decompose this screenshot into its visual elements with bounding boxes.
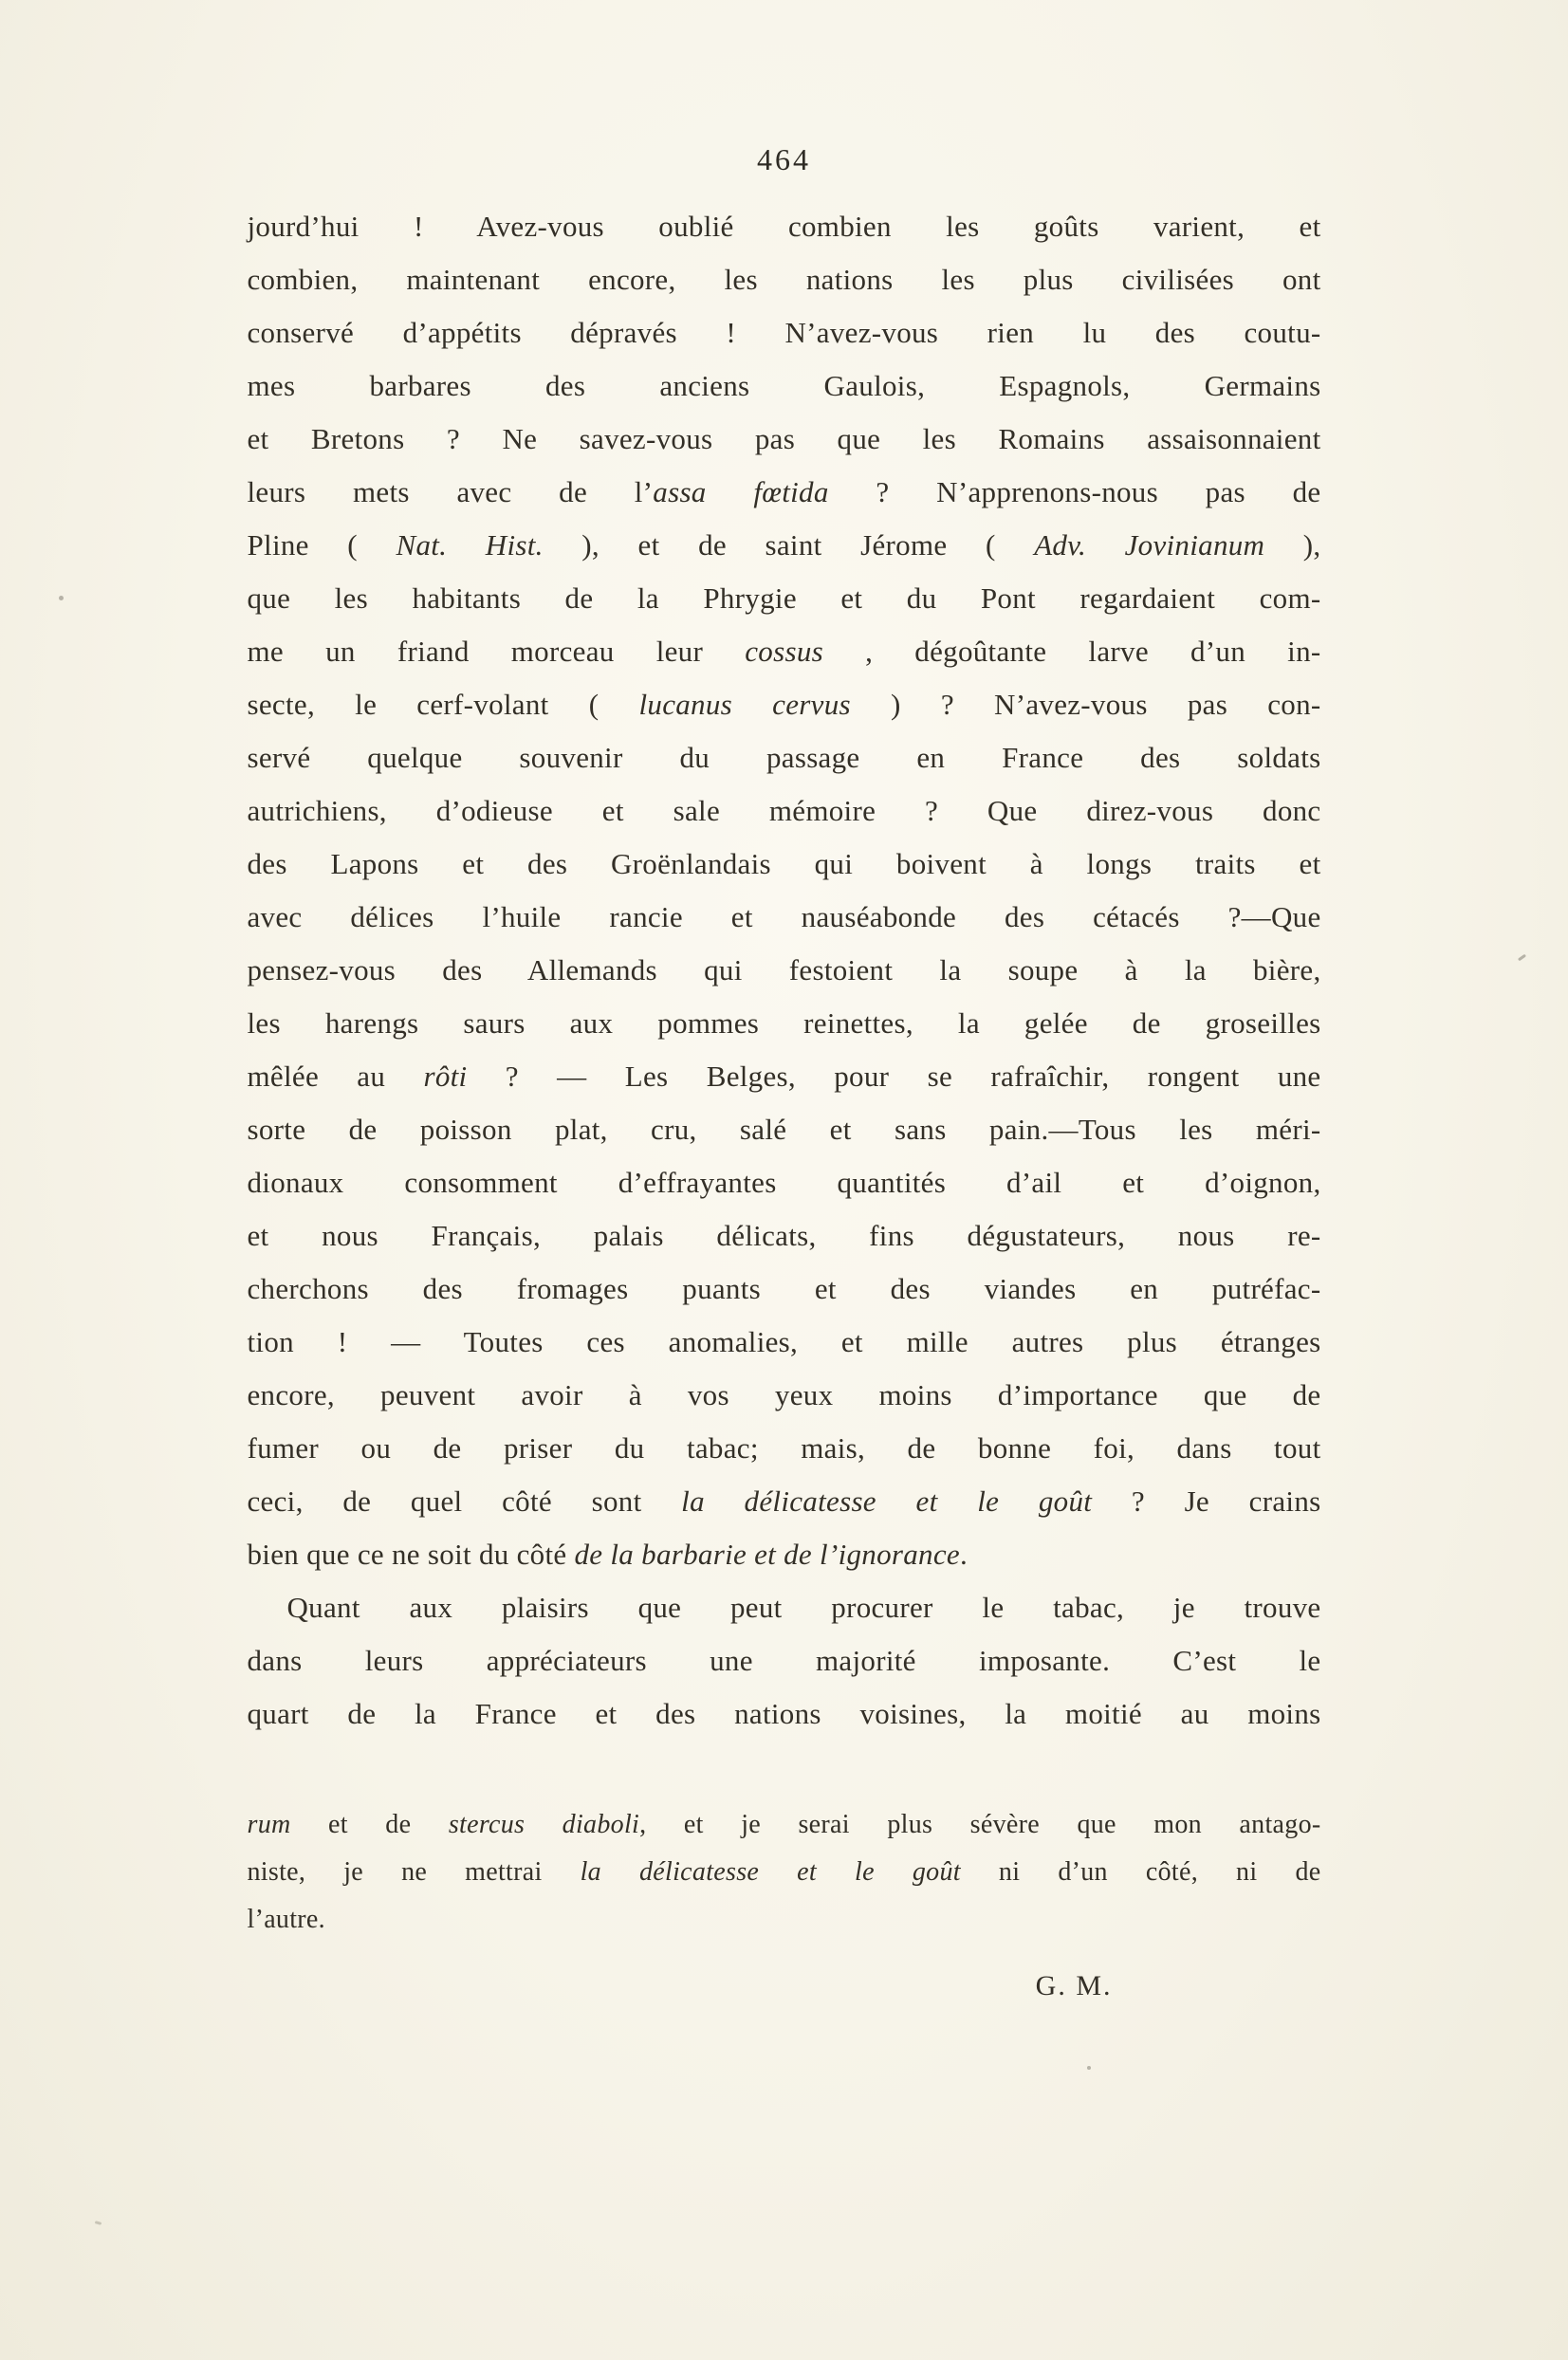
text-segment: et nous Français, palais délicats, fins dégustateurs, nous re- bbox=[247, 1219, 1321, 1252]
text-line bbox=[248, 1316, 1321, 1369]
text-segment: , dégoûtante larve d’un in- bbox=[823, 635, 1321, 668]
text-segment: Pline ( bbox=[247, 528, 397, 562]
text-segment: leurs mets avec de l’ bbox=[247, 475, 654, 508]
text-segment: encore, peuvent avoir à vos yeux moins d’importance que de bbox=[247, 1378, 1321, 1411]
italic-text: cossus bbox=[745, 635, 823, 668]
text-segment: et de bbox=[290, 1810, 449, 1839]
text-line bbox=[248, 838, 1321, 891]
text-segment: niste, je ne mettrai bbox=[247, 1857, 581, 1887]
text-line bbox=[248, 306, 1321, 360]
italic-text: la délicatesse et le goût bbox=[580, 1857, 961, 1887]
text-segment: servé quelque souvenir du passage en France des soldats bbox=[247, 741, 1321, 774]
text-segment: , et je serai plus sévère que mon antago- bbox=[639, 1810, 1321, 1839]
text-segment: ? Je crains bbox=[1092, 1484, 1321, 1518]
text-segment: des Lapons et des Groënlandais qui boivent à longs traits et bbox=[247, 847, 1321, 880]
text-line bbox=[248, 1475, 1321, 1528]
text-segment: Quant aux plaisirs que peut procurer le tabac, je trouve bbox=[286, 1591, 1321, 1624]
text-line bbox=[248, 200, 1321, 253]
text-segment: mêlée au bbox=[247, 1060, 424, 1093]
scan-speck bbox=[1087, 2066, 1091, 2070]
text-segment: ? — Les Belges, pour se rafraîchir, rongent une bbox=[467, 1060, 1321, 1093]
footnote-signature: G. M. bbox=[1035, 1970, 1113, 2001]
italic-text: de la barbarie et de l’ignorance bbox=[574, 1538, 960, 1571]
text-line bbox=[248, 1634, 1321, 1687]
text-segment: conservé d’appétits dépravés ! N’avez-vous rien lu des coutu- bbox=[247, 316, 1321, 349]
italic-text: stercus diaboli bbox=[448, 1810, 640, 1839]
text-line bbox=[248, 466, 1321, 519]
italic-text: rum bbox=[247, 1810, 291, 1839]
text-segment: dans leurs appréciateurs une majorité imposante. C’est le bbox=[247, 1644, 1321, 1677]
text-segment: cherchons des fromages puants et des viandes en putréfac- bbox=[247, 1272, 1321, 1305]
text-segment: bien que ce ne soit du côté bbox=[247, 1538, 575, 1571]
text-segment: fumer ou de priser du tabac; mais, de bonne foi, dans tout bbox=[247, 1431, 1321, 1465]
text-segment: ni d’un côté, ni de bbox=[960, 1857, 1321, 1887]
text-segment: jourd’hui ! Avez-vous oublié combien les goûts varient, et bbox=[247, 210, 1321, 243]
text-segment: ? N’apprenons-nous pas de bbox=[828, 475, 1321, 508]
text-line bbox=[248, 625, 1321, 678]
text-line bbox=[248, 253, 1321, 306]
italic-text: Adv. Jovinianum bbox=[1034, 528, 1265, 562]
text-line bbox=[248, 572, 1321, 625]
text-line bbox=[248, 1103, 1321, 1156]
text-line bbox=[248, 1896, 1321, 1944]
text-segment: combien, maintenant encore, les nations les plus civilisées ont bbox=[247, 263, 1321, 296]
text-segment: ceci, de quel côté sont bbox=[247, 1484, 682, 1518]
text-line bbox=[248, 1801, 1321, 1849]
main-text-block bbox=[248, 200, 1321, 1741]
text-segment: ) ? N’avez-vous pas con- bbox=[850, 688, 1321, 721]
text-line bbox=[248, 1422, 1321, 1475]
text-segment: autrichiens, d’odieuse et sale mémoire ? Que direz-vous donc bbox=[247, 794, 1321, 827]
text-line bbox=[248, 944, 1321, 997]
text-line bbox=[248, 784, 1321, 838]
text-segment: l’autre. bbox=[247, 1905, 325, 1934]
text-line bbox=[248, 1209, 1321, 1263]
text-line bbox=[248, 1687, 1321, 1741]
text-segment: tion ! — Toutes ces anomalies, et mille autres plus étranges bbox=[247, 1325, 1321, 1358]
text-line bbox=[248, 360, 1321, 413]
text-segment: sorte de poisson plat, cru, salé et sans pain.—Tous les méri- bbox=[247, 1113, 1321, 1146]
footnote-block bbox=[248, 1801, 1321, 1944]
text-line bbox=[248, 1263, 1321, 1316]
text-line bbox=[248, 678, 1321, 731]
text-segment: ), et de saint Jérome ( bbox=[543, 528, 1035, 562]
text-segment: me un friand morceau leur bbox=[247, 635, 746, 668]
italic-text: assa fœtida bbox=[653, 475, 829, 508]
text-segment: secte, le cerf-volant ( bbox=[247, 688, 639, 721]
text-segment: ), bbox=[1264, 528, 1321, 562]
text-line bbox=[248, 997, 1321, 1050]
italic-text: la délicatesse et le goût bbox=[681, 1484, 1093, 1518]
text-segment: mes barbares des anciens Gaulois, Espagnols, Germains bbox=[247, 369, 1321, 402]
text-line bbox=[248, 1528, 1321, 1581]
text-line bbox=[248, 1050, 1321, 1103]
text-line bbox=[248, 891, 1321, 944]
text-segment: avec délices l’huile rancie et nauséabonde des cétacés ?—Que bbox=[247, 900, 1321, 933]
text-line bbox=[248, 1581, 1321, 1634]
text-segment: pensez-vous des Allemands qui festoient la soupe à la bière, bbox=[247, 953, 1321, 986]
italic-text: Nat. Hist. bbox=[396, 528, 544, 562]
text-segment: les harengs saurs aux pommes reinettes, la gelée de groseilles bbox=[247, 1006, 1321, 1040]
text-segment: que les habitants de la Phrygie et du Pont regardaient com- bbox=[247, 581, 1321, 615]
text-line bbox=[248, 519, 1321, 572]
text-line bbox=[248, 1369, 1321, 1422]
text-line bbox=[248, 731, 1321, 784]
text-line bbox=[248, 413, 1321, 466]
text-segment: . bbox=[959, 1538, 968, 1571]
scan-speck bbox=[1518, 954, 1526, 962]
scan-speck bbox=[59, 596, 64, 600]
page-number: 464 bbox=[757, 142, 811, 176]
scan-speck bbox=[95, 2221, 102, 2225]
italic-text: rôti bbox=[423, 1060, 468, 1093]
text-segment: quart de la France et des nations voisines, la moitié au moins bbox=[247, 1697, 1321, 1730]
text-line bbox=[248, 1156, 1321, 1209]
italic-text: lucanus cervus bbox=[638, 688, 851, 721]
text-segment: dionaux consomment d’effrayantes quantités d’ail et d’oignon, bbox=[247, 1166, 1321, 1199]
text-line bbox=[248, 1849, 1321, 1896]
text-segment: et Bretons ? Ne savez-vous pas que les Romains assaisonnaient bbox=[247, 422, 1321, 455]
